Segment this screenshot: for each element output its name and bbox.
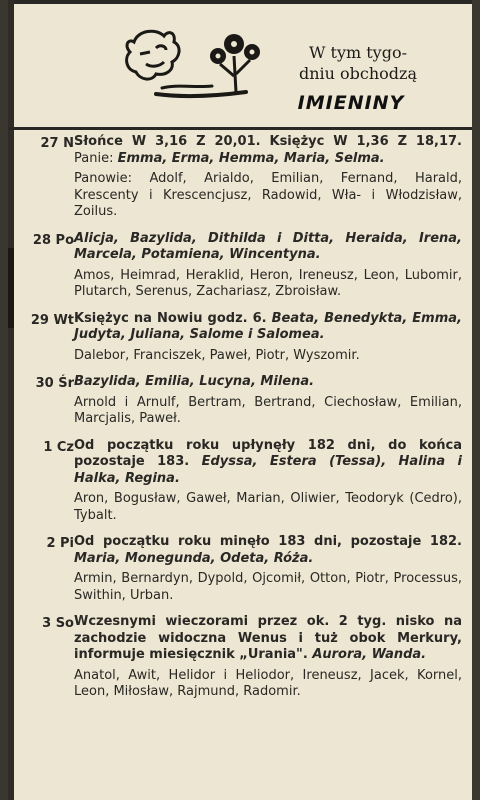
event-text: Od początku roku minęło 183 dni, pozostaje 182. Maria, Monegunda, Odeta, Róża. xyxy=(74,534,462,566)
event-text: Księżyc na Nowiu godz. 6. Beata, Benedykta, Emma, Judyta, Juliana, Salome i Salomea. xyxy=(74,310,462,342)
header-separator xyxy=(8,127,472,130)
names-list: Aron, Bogusław, Gaweł, Marian, Oliwier, Teodoryk (Cedro), Tybalt. xyxy=(74,491,462,523)
names-list: Armin, Bernardyn, Dypold, Ojcomił, Otton, Piotr, Processus, Swithin, Urban. xyxy=(74,571,462,603)
day-label: 27 N xyxy=(40,136,74,151)
event-text: Od początku roku upłynęły 182 dni, do końca pozostaje 183. Edyssa, Estera (Tessa), Halina i Halka, Regina. xyxy=(74,437,462,486)
names-list: Anatol, Awit, Helidor i Heliodor, Ireneusz, Jacek, Kornel, Leon, Miłosław, Rajmund, Radomir. xyxy=(74,667,462,699)
names-list: Amos, Heimrad, Heraklid, Heron, Ireneusz, Leon, Lubomir, Plutarch, Serenus, Zachariasz, Zbroisław. xyxy=(74,267,462,299)
day-label: 30 Śr xyxy=(35,376,74,391)
entry-day xyxy=(8,231,472,301)
entry-day xyxy=(8,374,472,428)
entry-day xyxy=(8,134,472,221)
cartoon-face-with-flowers-illustration xyxy=(116,14,266,118)
names-list: Panowie: Adolf, Arialdo, Emilian, Fernand, Harald, Krescenty i Krescencjusz, Radowid, Wła- i Włodzisław, Zoilus. xyxy=(74,171,462,219)
header-line-2: dniu obchodzą xyxy=(298,64,418,83)
entry-day xyxy=(8,438,472,525)
day-label: 2 Pi xyxy=(46,536,74,551)
header xyxy=(8,4,472,126)
header-line-1: W tym tygo- xyxy=(308,43,407,62)
day-label: 1 Cz xyxy=(43,439,74,455)
entry-day xyxy=(8,614,472,701)
entry-day xyxy=(8,534,472,604)
event-text: Alicja, Bazylida, Dithilda i Ditta, Heraida, Irena, Marcela, Potamiena, Wincentyna. xyxy=(74,230,462,262)
day-label: 28 Po xyxy=(32,232,74,248)
header-title: IMIENINY xyxy=(297,92,405,114)
entries-list xyxy=(8,134,472,711)
names-list: Dalebor, Franciszek, Paweł, Piotr, Wyszomir. xyxy=(74,347,360,363)
header-caption xyxy=(278,42,438,84)
day-label: 29 Wt xyxy=(30,312,74,328)
calendar-page xyxy=(8,0,472,800)
event-text: Słońce W 3,16 Z 20,01. Księżyc W 1,36 Z 18,17. Panie: Emma, Erma, Hemma, Maria, Selma. xyxy=(74,134,462,166)
day-label: 3 So xyxy=(42,616,74,631)
names-list: Arnold i Arnulf, Bertram, Bertrand, Ciechosław, Emilian, Marcjalis, Paweł. xyxy=(74,394,462,426)
entry-day xyxy=(8,311,472,365)
event-text: Wczesnymi wieczorami przez ok. 2 tyg. nisko na zachodzie widoczna Wenus i tuż obok Merkury, informuje miesięcznik „Urania". Aurora, Wanda. xyxy=(74,614,462,662)
event-text: Bazylida, Emilia, Lucyna, Milena. xyxy=(74,374,315,389)
